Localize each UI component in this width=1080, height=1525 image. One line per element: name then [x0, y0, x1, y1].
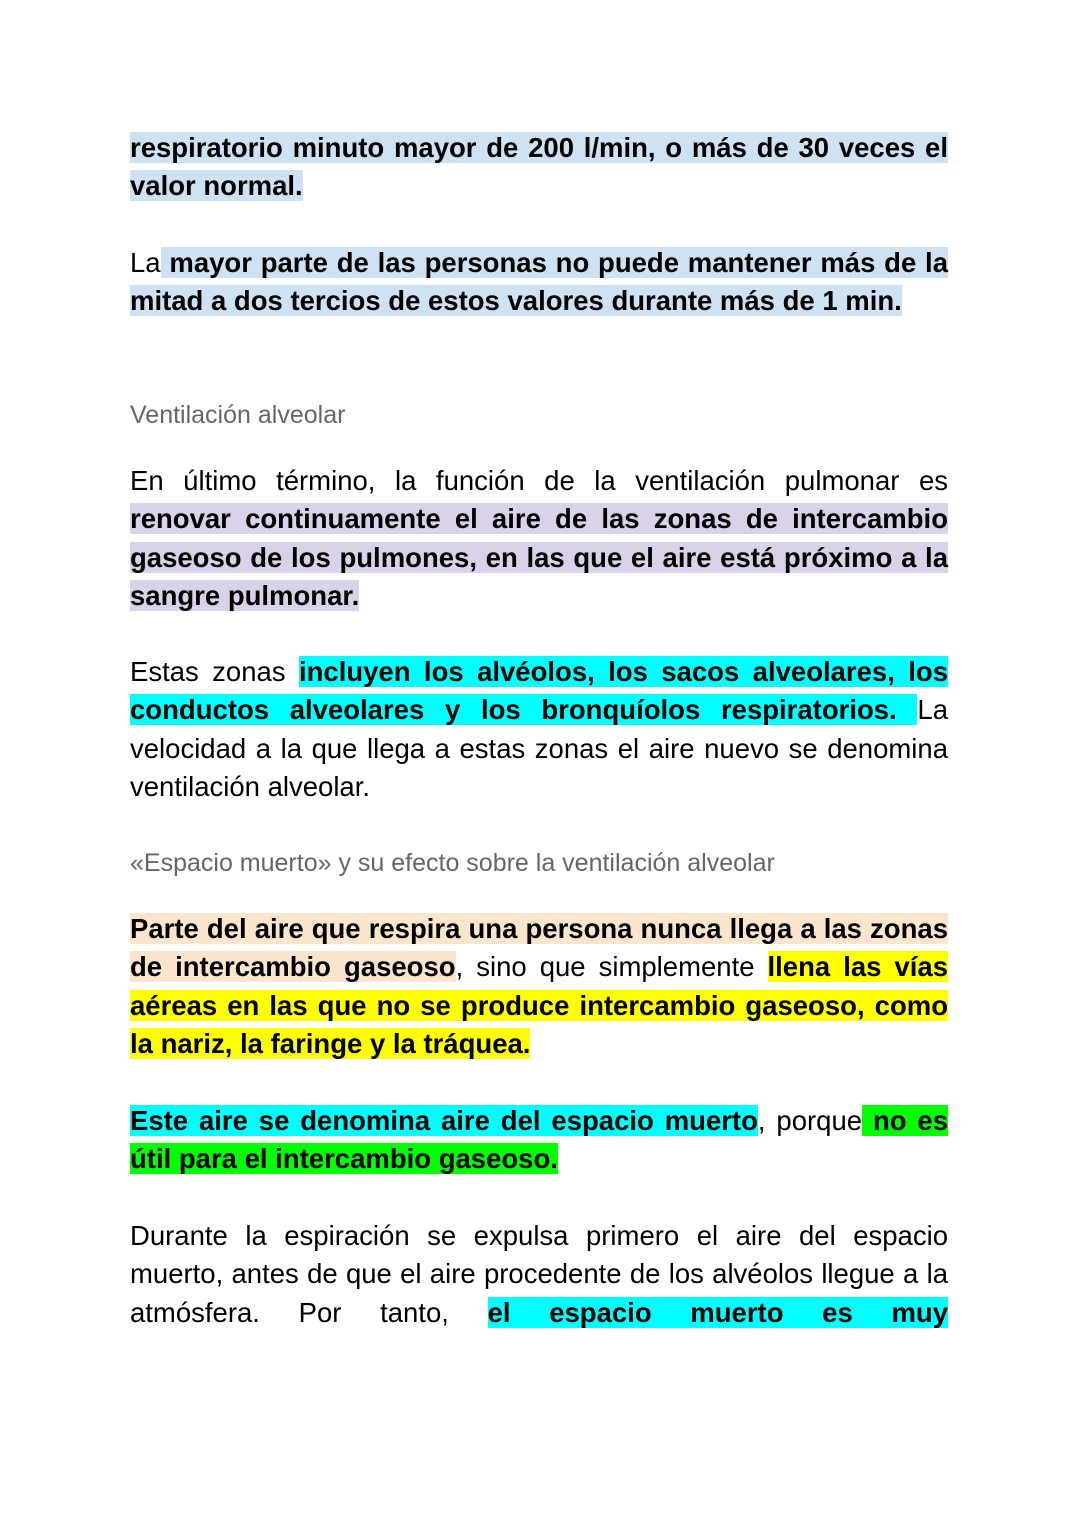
paragraph-aire-espacio-muerto	[130, 1102, 948, 1179]
text-segment: En último término, la función de la ventilación pulmonar es	[130, 465, 948, 496]
text-segment: Durante la espiración se expulsa primero el aire del espacio muerto, antes de que el aire procedente de los alvéolos llegue a la atmósfera. Por tanto,	[130, 1220, 948, 1328]
text-segment: , sino que simplemente	[455, 951, 768, 983]
section-heading-espacio-muerto: «Espacio muerto» y su efecto sobre la ventilación alveolar	[130, 849, 775, 877]
section-heading-ventilacion-alveolar: Ventilación alveolar	[130, 401, 346, 429]
paragraph-mantener-valores	[130, 244, 948, 321]
text-segment: Estas zonas	[130, 656, 299, 687]
highlighted-text: el espacio muerto es muy	[487, 1296, 949, 1328]
paragraph-ventilacion-maxima	[130, 129, 948, 206]
highlighted-text: no es útil para el intercambio gaseoso.	[130, 1105, 948, 1175]
highlighted-text: mayor parte de las personas no puede mantener más de la mitad a dos tercios de estos valores durante más de 1 min.	[130, 247, 948, 317]
highlighted-text: respiratorio minuto mayor de 200 l/min, o más de 30 veces el valor normal.	[130, 132, 948, 202]
highlighted-text: renovar continuamente el aire de las zonas de intercambio gaseoso de los pulmones, en las que el aire está próximo a la sangre pulmonar.	[130, 503, 948, 612]
text-segment: La velocidad a la que llega a estas zonas el aire nuevo se denomina ventilación alveolar.	[130, 694, 948, 803]
paragraph-funcion-ventilacion	[130, 462, 948, 616]
highlighted-text: llena las vías aéreas en las que no se produce intercambio gaseoso, como la nariz, la faringe y la tráquea.	[130, 951, 948, 1060]
text-segment: , porque	[757, 1105, 863, 1136]
highlighted-text: Parte del aire que respira una persona nunca llega a las zonas de intercambio gaseoso	[130, 913, 948, 983]
text-segment: La	[130, 247, 161, 278]
paragraph-espiracion	[130, 1217, 948, 1332]
highlighted-text: incluyen los alvéolos, los sacos alveolares, los conductos alveolares y los bronquíolos respiratorios.	[130, 656, 948, 726]
paragraph-aire-no-llega	[130, 910, 948, 1064]
highlighted-text: Este aire se denomina aire del espacio muerto	[130, 1105, 758, 1136]
paragraph-zonas-intercambio	[130, 653, 948, 807]
